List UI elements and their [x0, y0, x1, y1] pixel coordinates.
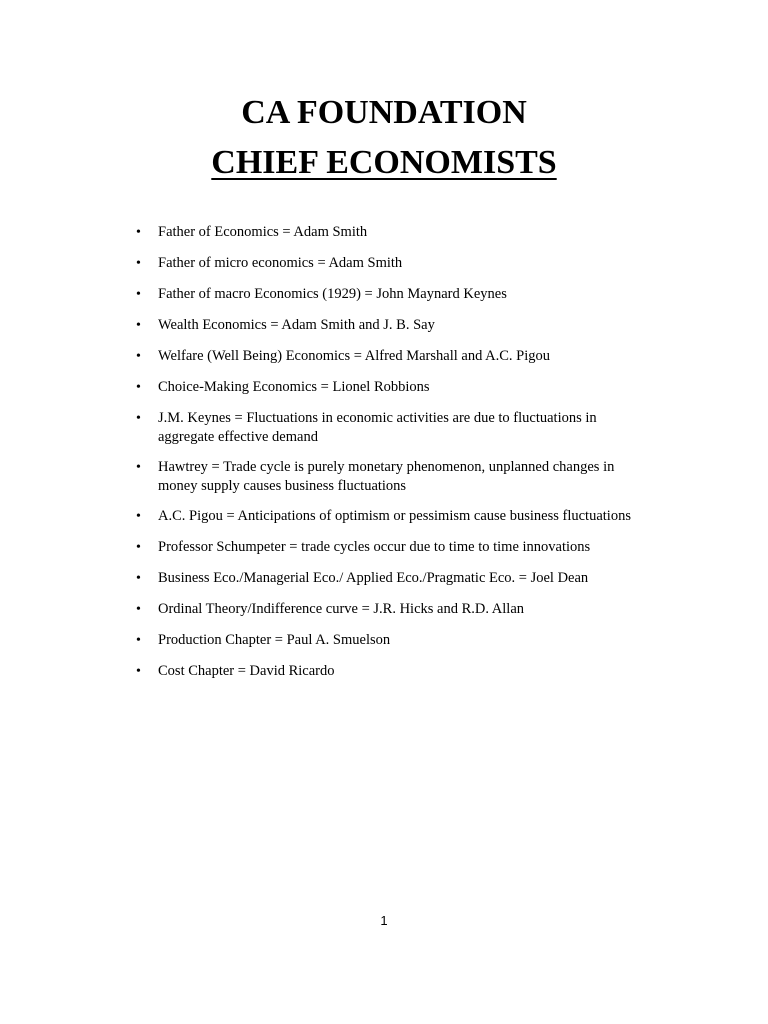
bullet-icon: •	[136, 318, 141, 333]
list-item-text: Choice-Making Economics = Lionel Robbions	[158, 379, 430, 395]
list-item-text: A.C. Pigou = Anticipations of optimism or pessimism cause business fluctuations	[158, 508, 631, 524]
bullet-icon: •	[136, 633, 141, 648]
list-item	[136, 507, 698, 526]
list-item-text: Father of micro economics = Adam Smith	[158, 255, 403, 271]
list-item-text: Production Chapter = Paul A. Smuelson	[158, 632, 391, 648]
list-item-text: Business Eco./Managerial Eco./ Applied Eco./Pragmatic Eco. = Joel Dean	[158, 570, 589, 586]
list-item	[136, 569, 678, 588]
bullet-icon: •	[136, 349, 141, 364]
bullet-icon: •	[136, 664, 141, 679]
bullet-icon: •	[136, 540, 141, 555]
list-item-text: Professor Schumpeter = trade cycles occur due to time to time innovations	[158, 539, 591, 555]
list-item	[136, 347, 678, 366]
list-item-text: Wealth Economics = Adam Smith and J. B. Say	[158, 317, 435, 333]
list-item-text: Hawtrey = Trade cycle is purely monetary phenomenon, unplanned changes in money supply causes business fluctuations	[158, 459, 615, 494]
list-item	[136, 538, 678, 557]
document-title: CA FOUNDATION	[241, 94, 527, 131]
list-item	[136, 316, 678, 335]
list-item-text: Cost Chapter = David Ricardo	[158, 663, 335, 679]
bullet-icon: •	[136, 256, 141, 271]
document-subtitle-text: CHIEF ECONOMISTS	[211, 144, 557, 181]
list-item	[136, 285, 678, 304]
bullet-icon: •	[136, 287, 141, 302]
document-subtitle	[0, 143, 768, 183]
list-item	[136, 223, 678, 242]
bullet-icon: •	[136, 380, 141, 395]
list-item	[136, 409, 628, 447]
bullet-icon: •	[136, 509, 141, 524]
list-item	[136, 254, 678, 273]
bullet-icon: •	[136, 460, 141, 475]
list-item	[136, 662, 678, 681]
bullet-icon: •	[136, 225, 141, 240]
bullet-icon: •	[136, 411, 141, 426]
bullet-icon: •	[136, 571, 141, 586]
page-number: 1	[380, 913, 388, 928]
list-item-text: Ordinal Theory/Indifference curve = J.R. Hicks and R.D. Allan	[158, 601, 525, 617]
bullet-icon: •	[136, 602, 141, 617]
list-item-text: Father of macro Economics (1929) = John Maynard Keynes	[158, 286, 507, 302]
list-item-text: Welfare (Well Being) Economics = Alfred Marshall and A.C. Pigou	[158, 348, 551, 364]
list-item	[136, 631, 678, 650]
list-item	[136, 458, 638, 496]
list-item	[136, 378, 678, 397]
list-item-text: J.M. Keynes = Fluctuations in economic activities are due to fluctuations in aggregate effective demand	[158, 410, 597, 445]
list-item-text: Father of Economics = Adam Smith	[158, 224, 368, 240]
list-item	[136, 600, 678, 619]
